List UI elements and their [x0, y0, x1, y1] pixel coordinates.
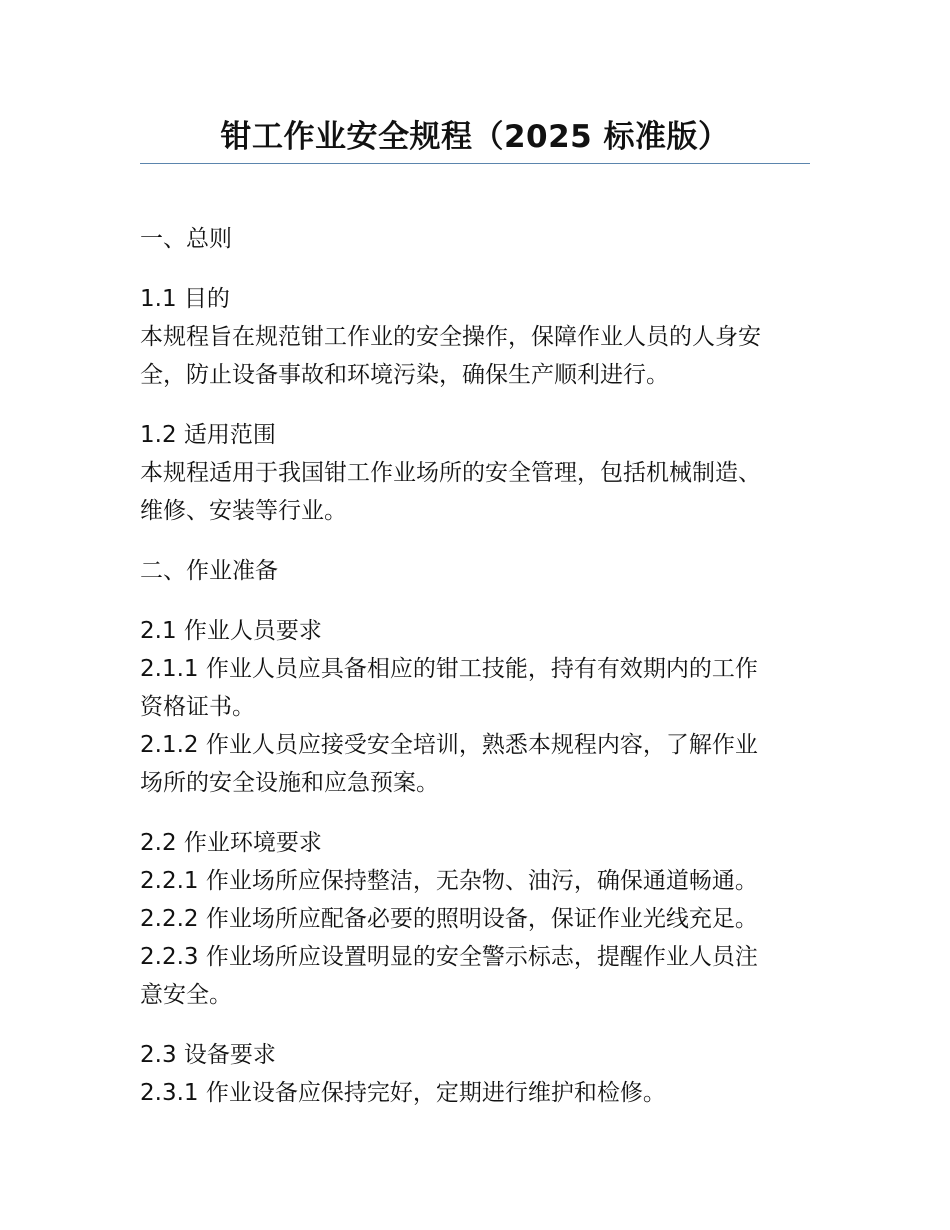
title-underline — [140, 163, 810, 164]
clause-line: 2.2.3 作业场所应设置明显的安全警示标志，提醒作业人员注 — [140, 944, 758, 970]
paragraph-gap — [140, 530, 812, 552]
section-heading-preparation: 二、作业准备 — [140, 558, 278, 584]
clause-line: 资格证书。 — [140, 694, 255, 720]
paragraph-line: 维修、安装等行业。 — [140, 498, 347, 524]
document-body — [140, 220, 812, 1112]
clause-line: 2.1.1 作业人员应具备相应的钳工技能，持有有效期内的工作 — [140, 656, 758, 682]
paragraph-line: 本规程适用于我国钳工作业场所的安全管理，包括机械制造、 — [140, 460, 761, 486]
paragraph-gap — [140, 590, 812, 612]
subsection-heading-personnel: 2.1 作业人员要求 — [140, 618, 322, 644]
paragraph-gap — [140, 802, 812, 824]
clause-line: 2.2.2 作业场所应配备必要的照明设备，保证作业光线充足。 — [140, 906, 758, 932]
paragraph-gap — [140, 1014, 812, 1036]
subsection-heading-scope: 1.2 适用范围 — [140, 422, 276, 448]
subsection-heading-environment: 2.2 作业环境要求 — [140, 830, 322, 856]
paragraph-line: 本规程旨在规范钳工作业的安全操作，保障作业人员的人身安 — [140, 324, 761, 350]
clause-line: 2.1.2 作业人员应接受安全培训，熟悉本规程内容，了解作业 — [140, 732, 758, 758]
subsection-heading-purpose: 1.1 目的 — [140, 286, 230, 312]
paragraph-line: 全，防止设备事故和环境污染，确保生产顺利进行。 — [140, 362, 669, 388]
clause-line: 场所的安全设施和应急预案。 — [140, 770, 439, 796]
clause-line: 意安全。 — [140, 982, 232, 1008]
clause-line: 2.3.1 作业设备应保持完好，定期进行维护和检修。 — [140, 1080, 666, 1106]
clause-line: 2.2.1 作业场所应保持整洁，无杂物、油污，确保通道畅通。 — [140, 868, 758, 894]
document-title: 钳工作业安全规程（2025 标准版） — [220, 119, 730, 155]
paragraph-gap — [140, 394, 812, 416]
subsection-heading-equipment: 2.3 设备要求 — [140, 1042, 276, 1068]
paragraph-gap — [140, 258, 812, 280]
section-heading-general: 一、总则 — [140, 226, 232, 252]
